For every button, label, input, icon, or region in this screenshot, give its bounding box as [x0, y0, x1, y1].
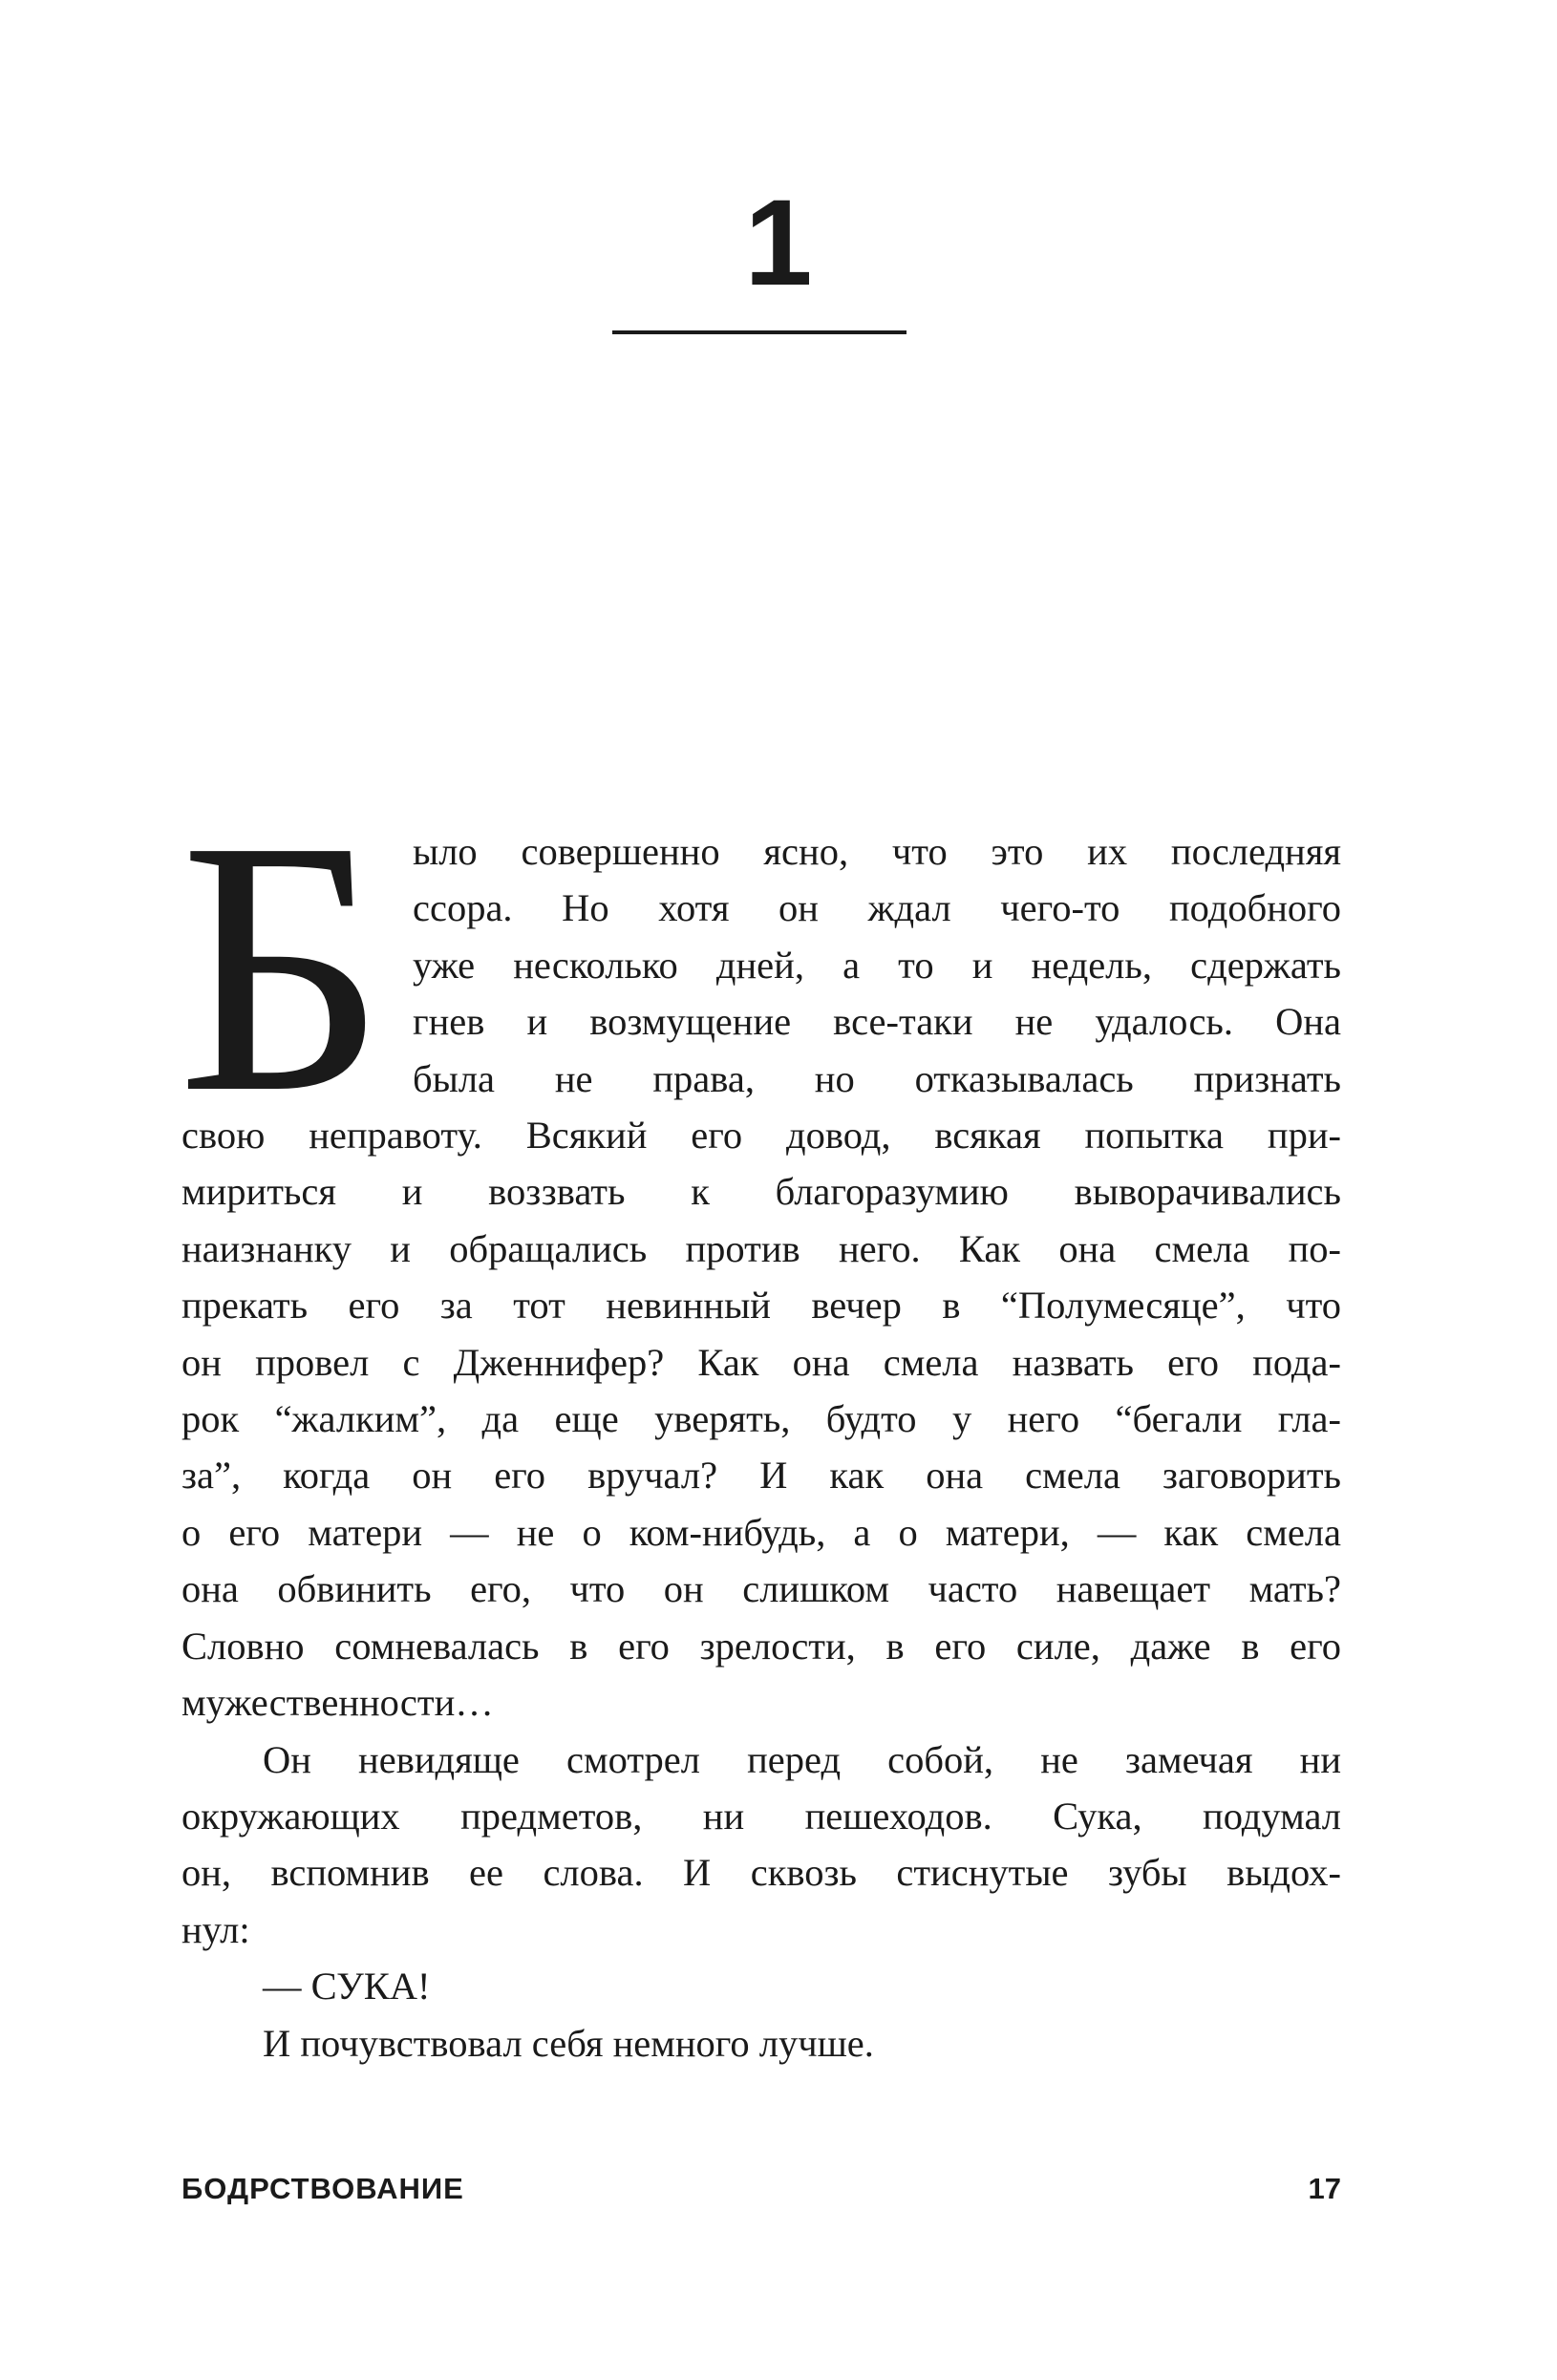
running-footer-title: БОДРСТВОВАНИЕ — [181, 2172, 464, 2205]
text-line: мужественности… — [181, 1681, 494, 1725]
page-number: 17 — [1308, 2172, 1341, 2205]
text-line: уже несколько дней, а то и недель, сдержать — [413, 943, 1341, 987]
dialogue-line: — СУКА! — [263, 1965, 431, 2008]
text-line: прекать его за тот невинный вечер в “Полумесяце”, что — [181, 1284, 1341, 1328]
text-line: нул: — [181, 1907, 250, 1951]
text-line: за”, когда он его вручал? И как она смела заговорить — [181, 1454, 1341, 1498]
text-line: он, вспомнив ее слова. И сквозь стиснутые зубы выдох- — [181, 1851, 1341, 1895]
text-line: о его матери — не о ком-нибудь, а о матери, — как смела — [181, 1510, 1341, 1554]
text-line: окружающих предметов, ни пешеходов. Сука, подумал — [181, 1794, 1341, 1838]
text-line: ыло совершенно ясно, что это их последняя — [413, 830, 1341, 873]
drop-cap: Б — [178, 766, 387, 1168]
text-line: свою неправоту. Всякий его довод, всякая попытка при- — [181, 1114, 1341, 1158]
text-line: мириться и воззвать к благоразумию выворачивались — [181, 1170, 1341, 1214]
text-line: рок “жалким”, да еще уверять, будто у него “бегали гла- — [181, 1397, 1341, 1441]
text-line: он провел с Дженнифер? Как она смела назвать его пода- — [181, 1340, 1341, 1384]
text-line: Словно сомневалась в его зрелости, в его силе, даже в его — [181, 1624, 1341, 1668]
chapter-text — [181, 823, 1341, 2072]
text-line: наизнанку и обращались против него. Как она смела по- — [181, 1226, 1341, 1270]
chapter-number: 1 — [744, 175, 813, 311]
text-line: Он невидяще смотрел перед собой, не замечая ни — [263, 1737, 1341, 1781]
text-line: ссора. Но хотя он ждал чего-то подобного — [413, 886, 1341, 930]
chapter-divider — [612, 330, 906, 334]
text-line: гнев и возмущение все-таки не удалось. Она — [413, 1000, 1341, 1044]
text-line: И почувствовал себя немного лучше. — [263, 2021, 874, 2065]
text-line: она обвинить его, что он слишком часто навещает мать? — [181, 1567, 1341, 1611]
text-line: была не права, но отказывалась признать — [413, 1056, 1341, 1100]
